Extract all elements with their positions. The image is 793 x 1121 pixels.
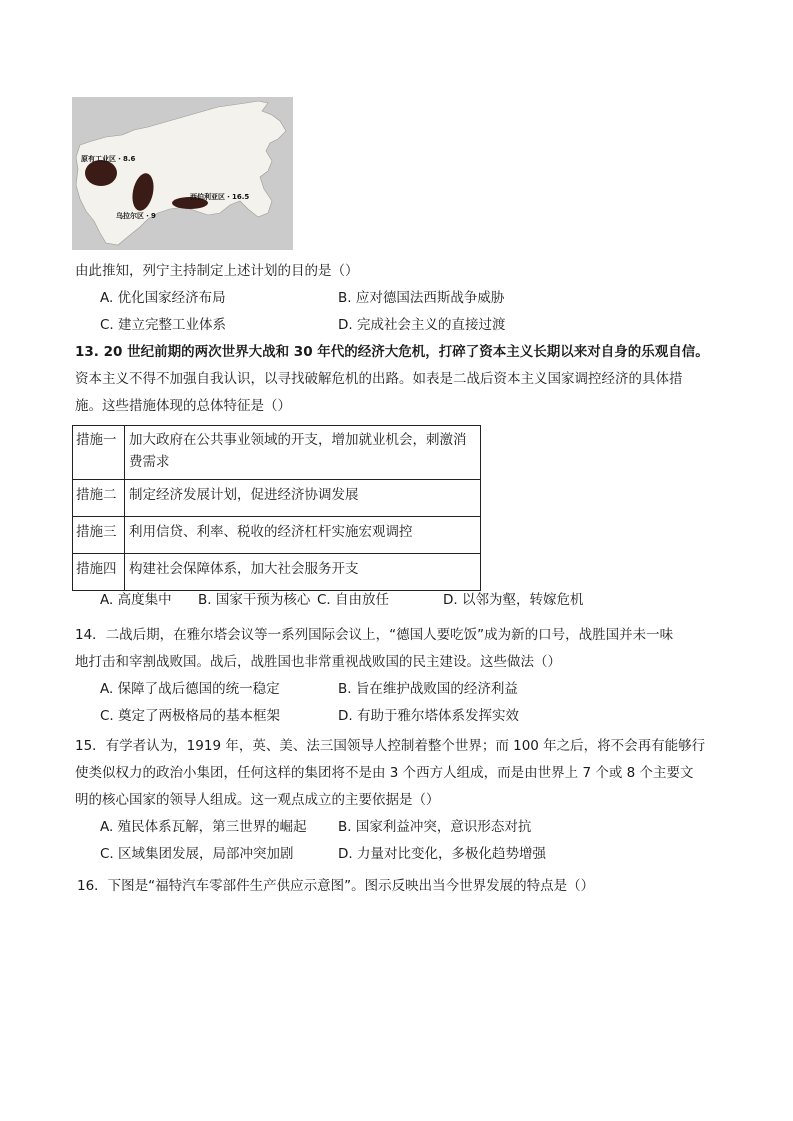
map-label-ural: 乌拉尔区・9 — [116, 212, 156, 220]
measures-table — [72, 425, 481, 591]
q15-stem-line3: 明的核心国家的领导人组成。这一观点成立的主要依据是（） — [75, 792, 440, 808]
q15-option-c[interactable]: C. 区域集团发展，局部冲突加剧 — [100, 846, 294, 862]
measure-label: 措施二 — [73, 480, 125, 517]
measure-label: 措施三 — [73, 517, 125, 554]
q15-stem-line1: 15．有学者认为，1919 年，英、美、法三国领导人控制着整个世界；而 100 年之后，将不会再有能够行 — [75, 738, 706, 754]
east-industrial-region — [85, 160, 117, 186]
q13-option-a[interactable]: A. 高度集中 — [100, 592, 172, 608]
q14-option-d[interactable]: D. 有助于雅尔塔体系发挥实效 — [338, 708, 519, 724]
measure-label: 措施一 — [73, 426, 125, 480]
q16-stem: 16．下图是“福特汽车零部件生产供应示意图”。图示反映出当今世界发展的特点是（） — [77, 878, 595, 894]
measure-text: 加大政府在公共事业领域的开支，增加就业机会，刺激消 费需求 — [125, 426, 481, 480]
map-label-siberia: 西伯利亚区・16.5 — [190, 193, 250, 201]
q15-option-a[interactable]: A. 殖民体系瓦解，第三世界的崛起 — [100, 819, 307, 835]
table-row — [73, 480, 481, 517]
q15-option-b[interactable]: B. 国家利益冲突，意识形态对抗 — [338, 819, 532, 835]
q14-option-c[interactable]: C. 奠定了两极格局的基本框架 — [100, 708, 281, 724]
table-row — [73, 426, 481, 480]
q13-stem-line1: 13. 20 世纪前期的两次世界大战和 30 年代的经济大危机，打碎了资本主义长期以来对自身的乐观自信。 — [75, 344, 709, 360]
measure-text: 构建社会保障体系，加大社会服务开支 — [125, 554, 481, 591]
map-label-east: 原有工业区・8.6 — [81, 155, 136, 163]
measure-label: 措施四 — [73, 554, 125, 591]
q14-stem-line2: 地打击和宰割战败国。战后，战胜国也非常重视战败国的民主建设。这些做法（） — [75, 654, 561, 670]
q12-option-a[interactable]: A. 优化国家经济布局 — [100, 290, 226, 306]
q15-stem-line2: 使类似权力的政治小集团，任何这样的集团将不是由 3 个西方人组成，而是由世界上 7 个或 8 个主要文 — [75, 765, 694, 781]
measure-text: 制定经济发展计划，促进经济协调发展 — [125, 480, 481, 517]
table-row — [73, 517, 481, 554]
q14-option-a[interactable]: A. 保障了战后德国的统一稳定 — [100, 681, 280, 697]
q14-option-b[interactable]: B. 旨在维护战败国的经济利益 — [338, 681, 518, 697]
q13-option-c[interactable]: C. 自由放任 — [317, 592, 390, 608]
map-graphic — [72, 97, 293, 250]
q13-stem-line2: 资本主义不得不加强自我认识，以寻找破解危机的出路。如表是二战后资本主义国家调控经济的具体措 — [75, 371, 683, 387]
q12-option-c[interactable]: C. 建立完整工业体系 — [100, 317, 227, 333]
q12-option-d[interactable]: D. 完成社会主义的直接过渡 — [338, 317, 506, 333]
q15-option-d[interactable]: D. 力量对比变化，多极化趋势增强 — [338, 846, 546, 862]
q12-option-b[interactable]: B. 应对德国法西斯战争威胁 — [338, 290, 505, 306]
q13-option-d[interactable]: D. 以邻为壑，转嫁危机 — [443, 592, 584, 608]
soviet-industrial-map — [72, 97, 293, 250]
q13-option-b[interactable]: B. 国家干预为核心 — [198, 592, 311, 608]
q14-stem-line1: 14．二战后期，在雅尔塔会议等一系列国际会议上，“德国人要吃饭”成为新的口号，战胜国并未一味 — [75, 627, 674, 643]
q13-stem-line3: 施。这些措施体现的总体特征是（） — [75, 398, 291, 414]
table-row — [73, 554, 481, 591]
measure-text: 利用信贷、利率、税收的经济杠杆实施宏观调控 — [125, 517, 481, 554]
q12-stem: 由此推知，列宁主持制定上述计划的目的是（） — [75, 263, 359, 279]
